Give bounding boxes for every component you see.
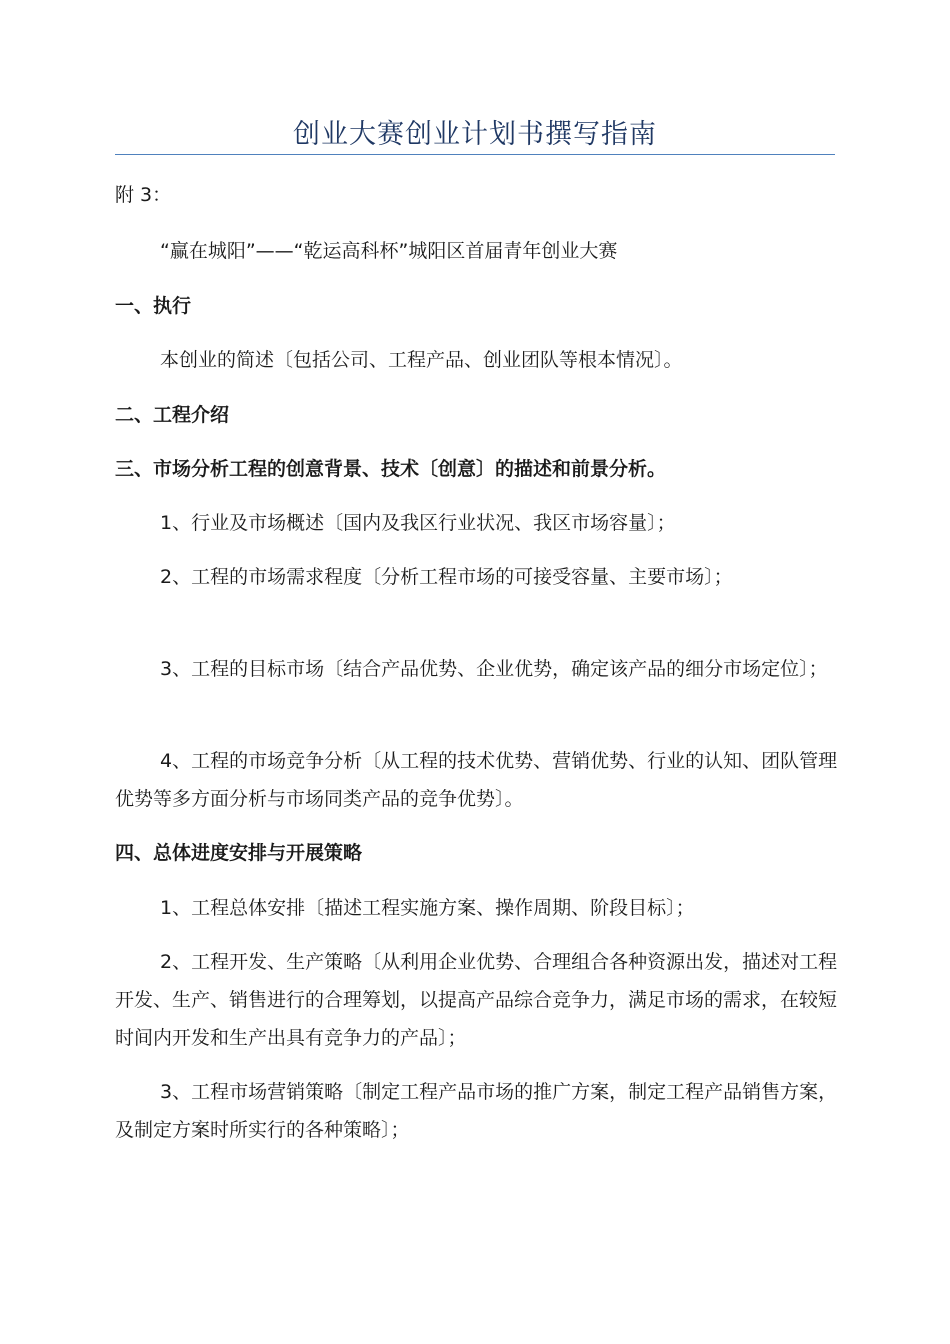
section-3-item-2: 2、工程的市场需求程度〔分析工程市场的可接受容量、主要市场〕；	[160, 566, 733, 588]
section-3-item-1: 1、行业及市场概述〔国内及我区行业状况、我区市场容量〕；	[160, 512, 676, 534]
section-2-heading: 二、工程介绍	[115, 404, 230, 426]
section-4-item-1: 1、工程总体安排〔描述工程实施方案、操作周期、阶段目标〕；	[160, 897, 695, 919]
section-3-item-3: 3、工程的目标市场〔结合产品优势、企业优势，确定该产品的细分市场定位〕；	[160, 658, 828, 680]
title-underline	[115, 154, 835, 155]
section-3-heading: 三、市场分析工程的创意背景、技术〔创意〕的描述和前景分析。	[115, 458, 667, 480]
contest-name: “赢在城阳”——“乾运高科杯”城阳区首届青年创业大赛	[160, 240, 618, 262]
section-1-body: 本创业的简述〔包括公司、工程产品、创业团队等根本情况〕。	[160, 349, 683, 371]
document-title: 创业大赛创业计划书撰写指南	[293, 119, 657, 150]
section-4-heading: 四、总体进度安排与开展策略	[115, 842, 363, 864]
section-3-item-4: 4、工程的市场竞争分析〔从工程的技术优势、营销优势、行业的认知、团队管理优势等多方面分析与市场同类产品的竞争优势〕。	[115, 750, 838, 810]
section-1-heading: 一、执行	[115, 295, 192, 317]
section-4-item-3: 3、工程市场营销策略〔制定工程产品市场的推广方案，制定工程产品销售方案，及制定方案时所实行的各种策略〕；	[115, 1081, 838, 1141]
section-4-item-2: 2、工程开发、生产策略〔从利用企业优势、合理组合各种资源出发，描述对工程开发、生产、销售进行的合理筹划，以提高产品综合竞争力，满足市场的需求，在较短时间内开发和生产出具有竞争力的产品〕；	[115, 951, 838, 1049]
attachment-label: 附 3：	[115, 184, 172, 206]
